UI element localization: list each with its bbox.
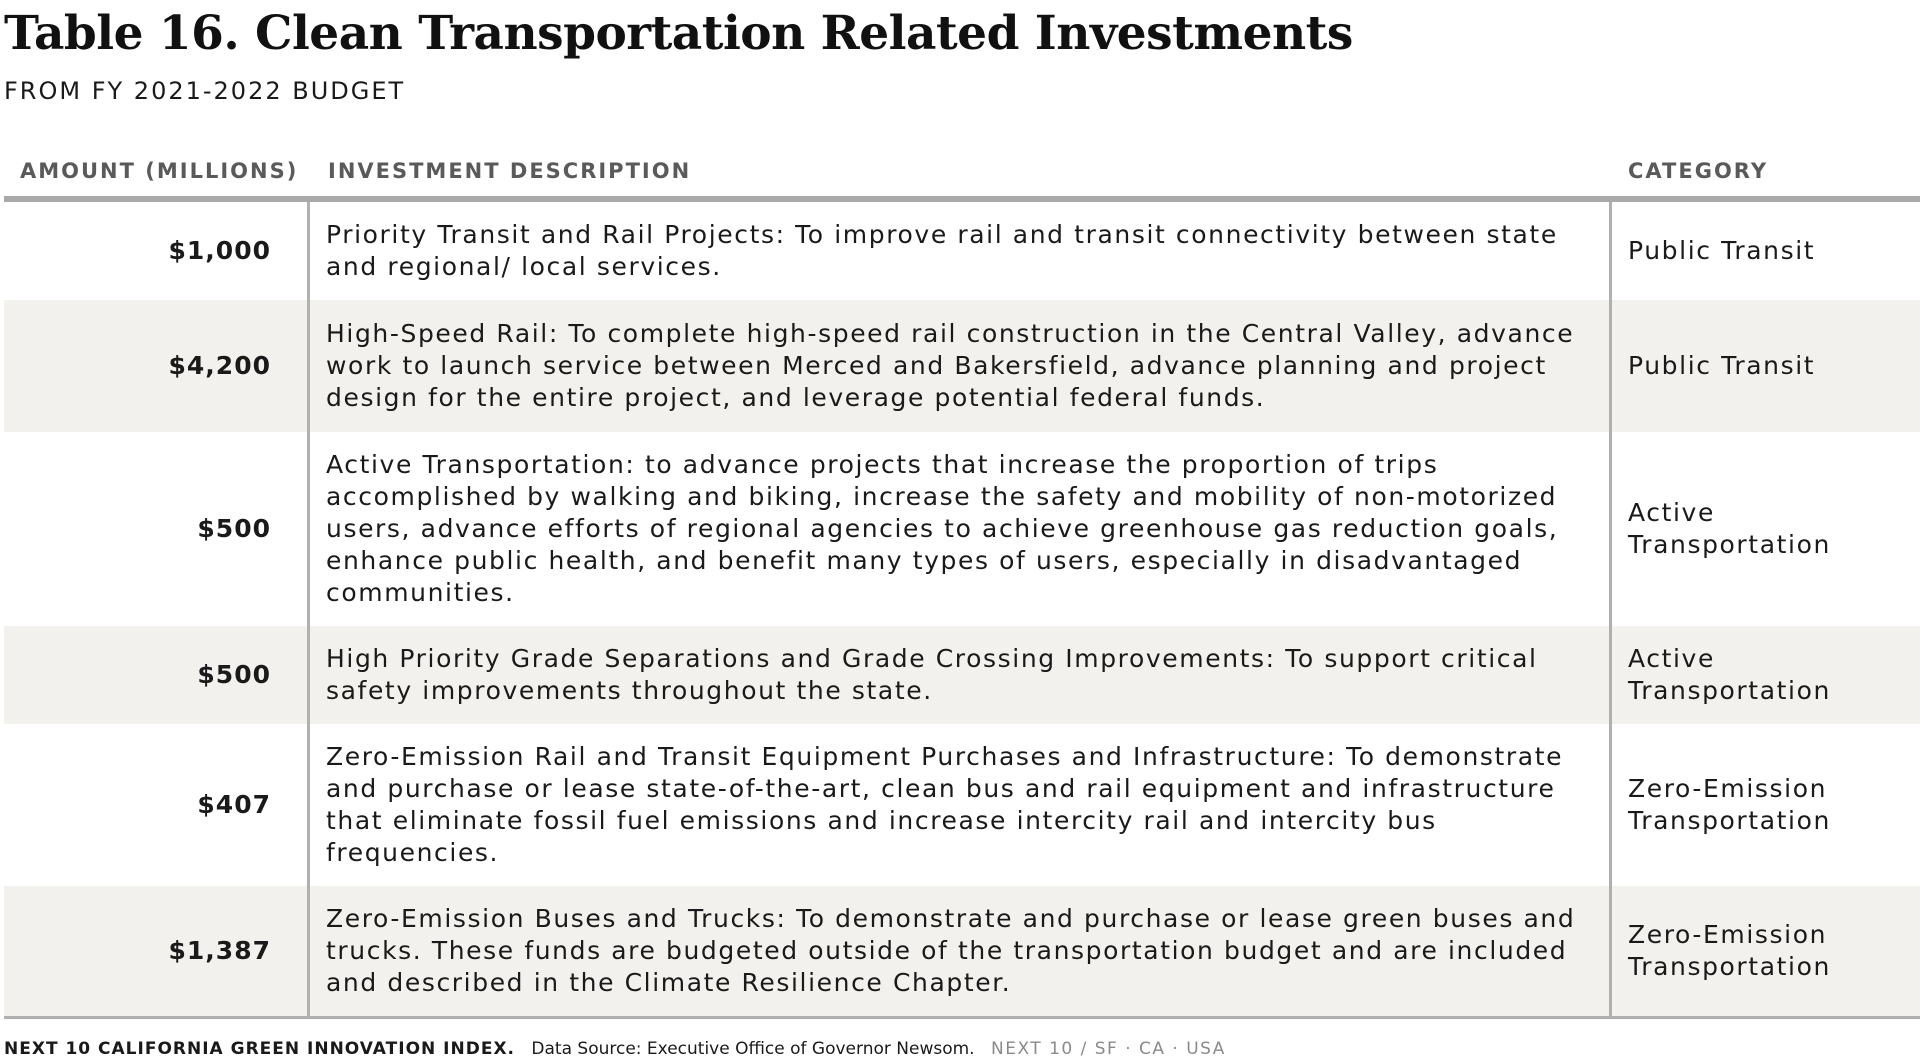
amount-cell: $407 (4, 724, 310, 886)
footer-brand: NEXT 10 CALIFORNIA GREEN INNOVATION INDEX. (4, 1039, 516, 1059)
amount-cell: $1,000 (4, 202, 310, 300)
page-title: Table 16. Clean Transportation Related Investments (4, 6, 1353, 61)
amount-cell: $500 (4, 432, 310, 626)
table-row (4, 432, 1920, 626)
category-cell: Active Transportation (1628, 498, 1831, 559)
description-cell: Zero-Emission Buses and Trucks: To demonstrate and purchase or lease green buses and trucks. These funds are budgeted outside of the transportation budget and are included and described in the Climate Resilience Chapter. (310, 886, 1612, 1016)
investments-table (4, 146, 1920, 1019)
footer-tag: NEXT 10 / SF · CA · USA (990, 1039, 1226, 1059)
header-description: INVESTMENT DESCRIPTION (328, 159, 692, 183)
amount-cell: $4,200 (4, 300, 310, 432)
description-cell: Active Transportation: to advance projects that increase the proportion of trips accomplished by walking and biking, increase the safety and mobility of non-motorized users, advance efforts of regional agencies to achieve greenhouse gas reduction goals, enhance public health, and benefit many types of users, especially in disadvantaged communities. (310, 432, 1612, 626)
header-amount: AMOUNT (MILLIONS) (20, 159, 299, 183)
table-header (4, 146, 1920, 202)
category-cell: Public Transit (1628, 351, 1816, 380)
table-bottom-rule (4, 1016, 1920, 1019)
description-cell: High Priority Grade Separations and Grade Crossing Improvements: To support critical safety improvements throughout the state. (310, 626, 1612, 724)
description-cell: High-Speed Rail: To complete high-speed rail construction in the Central Valley, advance work to launch service between Merced and Bakersfield, advance planning and project design for the entire project, and leverage potential federal funds. (310, 300, 1612, 432)
table-row (4, 202, 1920, 300)
footer-source: Data Source: Executive Office of Governor Newsom. (531, 1039, 975, 1059)
category-cell: Public Transit (1628, 236, 1816, 265)
table-row (4, 300, 1920, 432)
amount-cell: $1,387 (4, 886, 310, 1016)
description-cell: Priority Transit and Rail Projects: To improve rail and transit connectivity between state and regional/ local services. (310, 202, 1612, 300)
table-row (4, 886, 1920, 1016)
table-row (4, 626, 1920, 724)
category-cell: Zero-Emission Transportation (1628, 920, 1831, 981)
category-cell: Active Transportation (1628, 644, 1831, 705)
footer (4, 1039, 1226, 1059)
description-cell: Zero-Emission Rail and Transit Equipment Purchases and Infrastructure: To demonstrate and purchase or lease state-of-the-art, clean bus and rail equipment and infrastructure that eliminate fossil fuel emissions and increase intercity rail and intercity bus frequencies. (310, 724, 1612, 886)
table-row (4, 724, 1920, 886)
header-category: CATEGORY (1628, 159, 1769, 183)
page-subtitle: FROM FY 2021-2022 BUDGET (4, 77, 406, 105)
category-cell: Zero-Emission Transportation (1628, 774, 1831, 835)
amount-cell: $500 (4, 626, 310, 724)
